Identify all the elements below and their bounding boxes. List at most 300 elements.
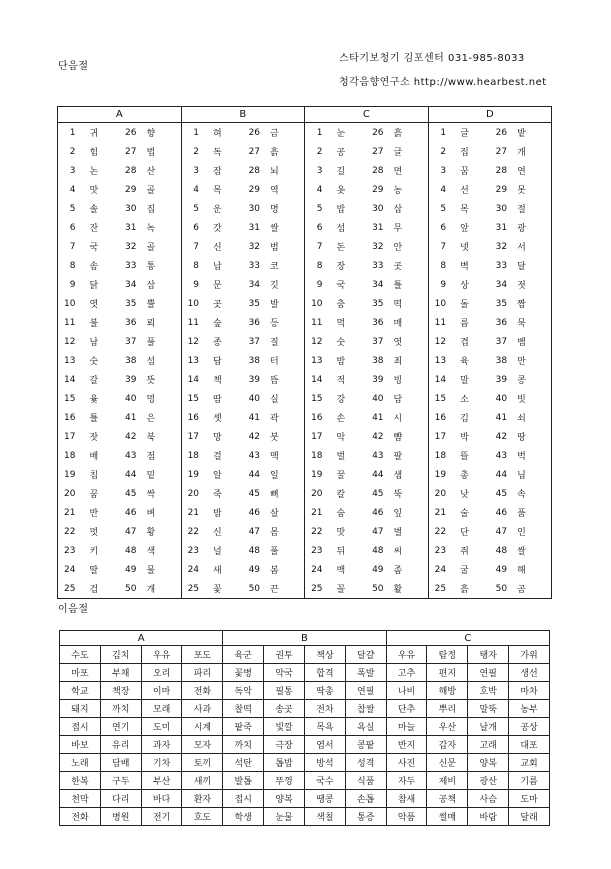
word-cell: 사과 <box>182 700 223 718</box>
word-cell: 바보 <box>60 736 101 754</box>
item-number: 12 <box>64 336 76 347</box>
item-word: 름 <box>460 319 469 329</box>
item-number: 6 <box>305 218 327 237</box>
item-word: 곽 <box>270 414 279 424</box>
item-word: 솔 <box>89 205 99 215</box>
table-row <box>60 736 550 754</box>
item-number: 8 <box>181 256 203 275</box>
item-word: 뜻 <box>146 376 156 386</box>
item-word: 개 <box>517 148 526 158</box>
item-number: 13 <box>305 351 327 370</box>
item-word: 곰 <box>517 585 526 595</box>
item-number: 32 <box>372 241 384 252</box>
group-header: C <box>386 631 549 646</box>
item-number: 6 <box>428 218 450 237</box>
item-number: 27 <box>495 146 508 157</box>
word-cell: 전화 <box>182 682 223 700</box>
item-word: 쥐 <box>460 547 469 557</box>
item-word: 뚝 <box>393 490 403 500</box>
item-number: 1 <box>428 123 450 143</box>
table-row <box>58 218 552 237</box>
word-cell: 책장 <box>100 682 141 700</box>
item-number: 32 <box>125 241 137 252</box>
word-cell: 환자 <box>182 790 223 808</box>
item-number: 14 <box>181 370 203 389</box>
item-word: 못 <box>517 186 526 196</box>
item-number: 34 <box>125 279 137 290</box>
word-cell: 달걀 <box>345 646 386 664</box>
item-number: 28 <box>248 165 261 176</box>
item-word: 논 <box>89 167 99 177</box>
word-cell: 꽃병 <box>223 664 264 682</box>
item-number: 39 <box>372 374 384 385</box>
word-cell: 양복 <box>264 790 305 808</box>
item-number: 31 <box>125 222 137 233</box>
item-number: 17 <box>428 427 450 446</box>
item-number: 31 <box>248 222 261 233</box>
item-number: 41 <box>495 412 508 423</box>
item-number: 46 <box>125 507 137 518</box>
word-cell: 악품 <box>386 808 427 826</box>
item-number: 11 <box>428 313 450 332</box>
item-word: 질 <box>270 338 279 348</box>
item-word: 점 <box>146 452 156 462</box>
word-cell: 욕실 <box>345 718 386 736</box>
item-number: 26 <box>372 127 384 138</box>
item-number: 9 <box>305 275 327 294</box>
item-word: 벽 <box>460 262 469 272</box>
item-number: 41 <box>248 412 261 423</box>
item-number: 26 <box>125 127 137 138</box>
item-number: 35 <box>125 298 137 309</box>
item-word: 농 <box>393 186 403 196</box>
item-number: 8 <box>69 260 76 271</box>
item-word: 널 <box>213 547 222 557</box>
item-number: 21 <box>181 503 203 522</box>
item-word: 뇌 <box>270 167 279 177</box>
item-number: 48 <box>248 545 261 556</box>
item-number: 23 <box>305 541 327 560</box>
item-word: 삼 <box>146 281 156 291</box>
item-number: 23 <box>181 541 203 560</box>
word-cell: 송곳 <box>264 700 305 718</box>
item-word: 흙 <box>460 585 469 595</box>
word-cell: 학교 <box>60 682 101 700</box>
item-number: 5 <box>69 203 76 214</box>
item-word: 달 <box>517 262 526 272</box>
item-number: 38 <box>495 355 508 366</box>
item-number: 1 <box>181 123 203 143</box>
item-number: 44 <box>248 469 261 480</box>
item-word: 흙 <box>270 148 279 158</box>
item-word: 글 <box>393 148 403 158</box>
word-cell: 돼지 <box>60 700 101 718</box>
item-number: 30 <box>495 203 508 214</box>
item-number: 1 <box>69 127 76 138</box>
item-word: 소 <box>460 395 469 405</box>
item-word: 손 <box>336 414 346 424</box>
monosyllable-table <box>57 106 552 599</box>
item-word: 향 <box>146 129 156 139</box>
item-word: 골 <box>146 186 156 196</box>
item-number: 36 <box>125 317 137 328</box>
item-word: 넷 <box>460 243 469 253</box>
item-word: 쇠 <box>517 414 526 424</box>
item-number: 3 <box>69 165 76 176</box>
item-number: 7 <box>428 237 450 256</box>
item-word: 멍 <box>146 395 156 405</box>
item-number: 13 <box>428 351 450 370</box>
table-row <box>58 275 552 294</box>
item-number: 40 <box>495 393 508 404</box>
word-cell: 편지 <box>427 664 468 682</box>
item-word: 물 <box>146 566 156 576</box>
item-number: 2 <box>181 142 203 161</box>
item-number: 13 <box>64 355 76 366</box>
table-row <box>60 700 550 718</box>
item-word: 터 <box>270 357 279 367</box>
word-cell: 발톱 <box>223 772 264 790</box>
item-number: 38 <box>248 355 261 366</box>
item-word: 산 <box>146 167 156 177</box>
word-cell: 부채 <box>100 664 141 682</box>
word-cell: 오리 <box>141 664 182 682</box>
item-number: 14 <box>428 370 450 389</box>
item-number: 12 <box>428 332 450 351</box>
item-word: 갓 <box>213 224 222 234</box>
word-cell: 접시 <box>223 790 264 808</box>
item-word: 길 <box>336 167 346 177</box>
item-word: 뺨 <box>393 433 403 443</box>
item-word: 귀 <box>89 129 99 139</box>
word-cell: 천막 <box>60 790 101 808</box>
word-cell: 달래 <box>509 808 550 826</box>
item-word: 콩 <box>517 376 526 386</box>
item-number: 48 <box>125 545 137 556</box>
word-cell: 연필 <box>468 664 509 682</box>
item-word: 숫 <box>336 338 346 348</box>
word-cell: 국수 <box>304 772 345 790</box>
table-row <box>58 408 552 427</box>
item-word: 먹 <box>336 319 346 329</box>
word-cell: 팥죽 <box>223 718 264 736</box>
item-number: 38 <box>125 355 137 366</box>
item-number: 38 <box>372 355 384 366</box>
item-word: 선 <box>460 186 469 196</box>
word-cell: 병원 <box>100 808 141 826</box>
item-word: 힘 <box>89 148 99 158</box>
word-cell: 뚜껑 <box>264 772 305 790</box>
item-word: 밭 <box>517 129 526 139</box>
section2-title: 이음절 <box>58 604 89 615</box>
item-number: 18 <box>181 446 203 465</box>
word-cell: 호도 <box>182 808 223 826</box>
item-number: 27 <box>125 146 137 157</box>
item-number: 42 <box>372 431 384 442</box>
item-number: 18 <box>428 446 450 465</box>
item-number: 17 <box>181 427 203 446</box>
institute-url-line: 청각음향연구소 http://www.hearbest.net <box>339 77 547 88</box>
word-cell: 전차 <box>304 700 345 718</box>
item-word: 박 <box>460 433 469 443</box>
item-number: 32 <box>495 241 508 252</box>
table-row <box>58 484 552 503</box>
table-row <box>60 790 550 808</box>
item-word: 서 <box>517 243 526 253</box>
word-cell: 책상 <box>304 646 345 664</box>
item-number: 19 <box>305 465 327 484</box>
table-row <box>58 446 552 465</box>
item-word: 개 <box>146 585 156 595</box>
word-cell: 극장 <box>264 736 305 754</box>
item-word: 숲 <box>213 319 222 329</box>
item-word: 북 <box>146 433 156 443</box>
item-word: 무 <box>393 224 403 234</box>
item-word: 윷 <box>89 395 99 405</box>
item-number: 26 <box>495 127 508 138</box>
item-word: 봄 <box>270 566 279 576</box>
item-word: 잎 <box>393 509 403 519</box>
item-word: 돈 <box>336 243 346 253</box>
item-word: 속 <box>517 490 526 500</box>
item-word: 엿 <box>393 338 403 348</box>
item-word: 뜰 <box>460 452 469 462</box>
item-number: 42 <box>248 431 261 442</box>
item-word: 신 <box>213 528 222 538</box>
item-number: 25 <box>181 579 203 599</box>
item-number: 4 <box>69 184 76 195</box>
word-cell: 고추 <box>386 664 427 682</box>
item-number: 39 <box>125 374 137 385</box>
item-word: 돌 <box>460 300 469 310</box>
item-word: 멋 <box>89 528 99 538</box>
item-word: 연 <box>517 167 526 177</box>
word-cell: 공책 <box>427 790 468 808</box>
item-number: 22 <box>305 522 327 541</box>
item-word: 담 <box>393 395 403 405</box>
item-number: 48 <box>495 545 508 556</box>
word-cell: 자두 <box>386 772 427 790</box>
item-number: 44 <box>125 469 137 480</box>
item-word: 책 <box>213 376 222 386</box>
item-word: 풀 <box>146 338 156 348</box>
item-number: 23 <box>428 541 450 560</box>
item-word: 님 <box>517 471 526 481</box>
item-number: 28 <box>495 165 508 176</box>
item-word: 붓 <box>270 433 279 443</box>
item-number: 25 <box>64 583 76 594</box>
word-cell: 콩팥 <box>345 736 386 754</box>
item-word: 춤 <box>336 300 346 310</box>
word-cell: 찹쌀 <box>345 700 386 718</box>
word-cell: 기름 <box>509 772 550 790</box>
word-cell: 반지 <box>386 736 427 754</box>
word-cell: 엽서 <box>304 736 345 754</box>
item-number: 39 <box>495 374 508 385</box>
item-word: 뜸 <box>270 376 279 386</box>
item-number: 16 <box>181 408 203 427</box>
word-cell: 딱총 <box>304 682 345 700</box>
item-number: 30 <box>125 203 137 214</box>
item-number: 6 <box>69 222 76 233</box>
word-cell: 악국 <box>264 664 305 682</box>
item-word: 납 <box>213 262 222 272</box>
word-cell: 눈물 <box>264 808 305 826</box>
item-word: 팔 <box>393 452 403 462</box>
item-word: 벼 <box>146 509 156 519</box>
item-number: 44 <box>372 469 384 480</box>
item-word: 틀 <box>393 281 403 291</box>
item-word: 알 <box>213 471 222 481</box>
item-word: 범 <box>270 243 279 253</box>
word-cell: 파리 <box>182 664 223 682</box>
item-word: 엿 <box>89 300 99 310</box>
item-word: 잣 <box>89 433 99 443</box>
item-word: 떡 <box>393 300 403 310</box>
item-number: 50 <box>372 583 384 594</box>
item-word: 싹 <box>146 490 156 500</box>
center-contact-line: 스타기보청기 김포센터 031-985-8033 <box>339 53 525 64</box>
item-number: 5 <box>305 199 327 218</box>
word-cell: 땡콩 <box>304 790 345 808</box>
item-number: 5 <box>181 199 203 218</box>
word-cell: 도마 <box>509 790 550 808</box>
item-word: 말 <box>460 376 469 386</box>
item-number: 7 <box>305 237 327 256</box>
word-cell: 노래 <box>60 754 101 772</box>
item-word: 단 <box>460 528 469 538</box>
word-cell: 우산 <box>427 718 468 736</box>
item-word: 해 <box>517 566 526 576</box>
item-word: 잠 <box>213 167 222 177</box>
item-word: 밥 <box>336 205 346 215</box>
item-word: 틀 <box>89 414 99 424</box>
item-number: 49 <box>125 564 137 575</box>
item-number: 36 <box>495 317 508 328</box>
item-word: 뢰 <box>146 319 156 329</box>
word-cell: 다리 <box>100 790 141 808</box>
word-cell: 육군 <box>223 646 264 664</box>
word-cell: 썰매 <box>427 808 468 826</box>
item-word: 밤 <box>213 509 222 519</box>
item-word: 겹 <box>460 338 469 348</box>
item-number: 36 <box>248 317 261 328</box>
item-number: 23 <box>64 545 76 556</box>
word-cell: 생선 <box>509 664 550 682</box>
word-cell: 식품 <box>345 772 386 790</box>
word-cell: 가위 <box>509 646 550 664</box>
item-number: 10 <box>64 298 76 309</box>
item-number: 10 <box>305 294 327 313</box>
word-cell: 날개 <box>468 718 509 736</box>
word-cell: 손톱 <box>345 790 386 808</box>
item-number: 35 <box>495 298 508 309</box>
item-number: 28 <box>372 165 384 176</box>
item-word: 맛 <box>89 186 99 196</box>
word-cell: 탐정 <box>427 646 468 664</box>
item-word: 침 <box>89 471 99 481</box>
item-number: 3 <box>428 161 450 180</box>
item-number: 39 <box>248 374 261 385</box>
item-word: 별 <box>393 528 403 538</box>
item-word: 안 <box>393 243 403 253</box>
item-word: 풀 <box>270 547 279 557</box>
item-word: 글 <box>460 129 469 139</box>
item-word: 장 <box>336 262 346 272</box>
item-word: 굴 <box>460 566 469 576</box>
item-word: 숫 <box>89 357 99 367</box>
item-word: 쌀 <box>270 224 279 234</box>
item-number: 15 <box>428 389 450 408</box>
table-row <box>58 351 552 370</box>
item-number: 45 <box>372 488 384 499</box>
item-number: 35 <box>372 298 384 309</box>
table-row <box>60 808 550 826</box>
item-number: 30 <box>372 203 384 214</box>
word-cell: 뿌리 <box>427 700 468 718</box>
item-word: 잔 <box>89 224 99 234</box>
item-number: 9 <box>181 275 203 294</box>
word-cell: 사슴 <box>468 790 509 808</box>
word-cell: 빛깔 <box>264 718 305 736</box>
item-word: 낮 <box>460 490 469 500</box>
item-word: 역 <box>270 186 279 196</box>
item-number: 15 <box>305 389 327 408</box>
item-word: 금 <box>270 129 279 139</box>
item-word: 집 <box>146 205 156 215</box>
item-number: 2 <box>428 142 450 161</box>
item-word: 빙 <box>393 376 403 386</box>
word-cell: 통증 <box>345 808 386 826</box>
word-cell: 호박 <box>468 682 509 700</box>
item-word: 적 <box>336 376 346 386</box>
item-number: 4 <box>428 180 450 199</box>
item-word: 문 <box>213 281 222 291</box>
item-word: 맥 <box>270 452 279 462</box>
table-row <box>58 503 552 522</box>
item-word: 젓 <box>517 281 526 291</box>
item-word: 묵 <box>517 319 526 329</box>
table-row <box>60 646 550 664</box>
word-cell: 톱밥 <box>264 754 305 772</box>
word-cell: 연기 <box>100 718 141 736</box>
table-row <box>58 370 552 389</box>
item-word: 뼈 <box>270 490 279 500</box>
word-cell: 한복 <box>60 772 101 790</box>
word-cell: 새끼 <box>182 772 223 790</box>
item-word: 숨 <box>336 509 346 519</box>
item-number: 46 <box>248 507 261 518</box>
word-cell: 담배 <box>100 754 141 772</box>
item-number: 37 <box>372 336 384 347</box>
word-cell: 양복 <box>468 754 509 772</box>
item-number: 37 <box>125 336 137 347</box>
table-row <box>58 522 552 541</box>
item-number: 20 <box>64 488 76 499</box>
word-cell: 구두 <box>100 772 141 790</box>
item-word: 등 <box>270 319 279 329</box>
word-cell: 필통 <box>264 682 305 700</box>
item-number: 26 <box>248 127 261 138</box>
table-row <box>60 682 550 700</box>
item-word: 뿔 <box>146 300 156 310</box>
item-word: 목 <box>213 186 222 196</box>
item-number: 34 <box>495 279 508 290</box>
item-word: 시 <box>393 414 403 424</box>
item-number: 11 <box>305 313 327 332</box>
word-cell: 목욕 <box>304 718 345 736</box>
item-number: 27 <box>248 146 261 157</box>
